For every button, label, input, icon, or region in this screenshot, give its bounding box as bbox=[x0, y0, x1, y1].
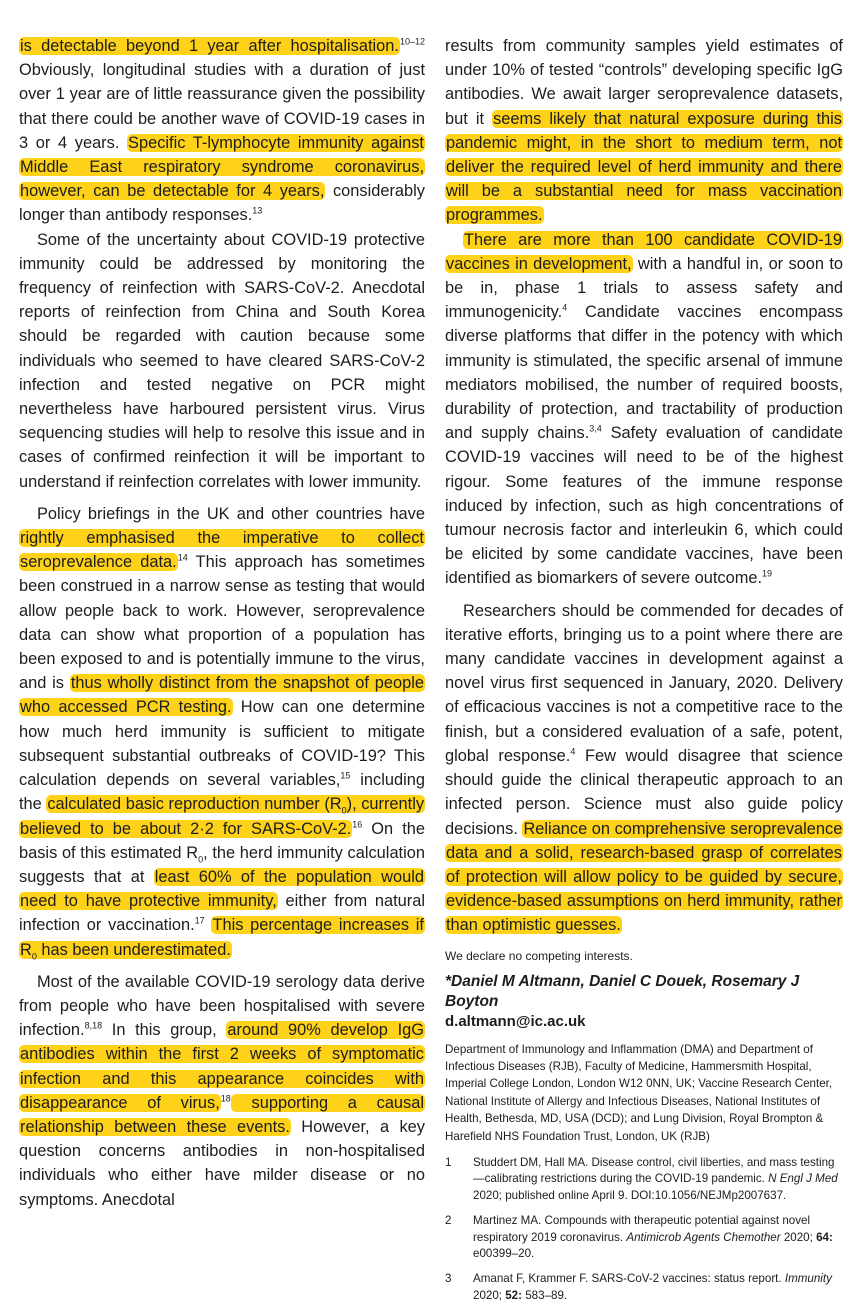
citation: 3,4 bbox=[589, 423, 602, 434]
citation: 14 bbox=[177, 552, 188, 563]
text: Researchers should be commended for decades of iterative efforts, bringing us to a point where there are many candidate vaccines in development against a novel virus first sequenced in January, 2020. Delivery of efficacious vaccines is not a competitive race to the finish, but a considered evaluation of a safe, potent, global response. bbox=[445, 601, 843, 765]
reference-text: e00399–20. bbox=[473, 1246, 535, 1260]
citation: 17 bbox=[194, 915, 205, 926]
text: , the herd immunity calculation suggests that at bbox=[19, 843, 425, 886]
text: How can one determine how much herd immunity is sufficient to mitigate subsequent substantial outbreaks of COVID-19? This calculation depends on several variables, bbox=[19, 698, 425, 790]
right-column bbox=[445, 34, 843, 1313]
paragraph-5 bbox=[445, 34, 843, 228]
text: with a handful in, or soon to be in, phase 1 trials to assess safety and immunogenicity. bbox=[445, 254, 844, 322]
author-list: *Daniel M Altmann, Daniel C Douek, Rosemary J Boyton bbox=[445, 972, 800, 1010]
volume: 52: bbox=[505, 1288, 522, 1302]
journal-name: Immunity bbox=[784, 1272, 832, 1286]
reference-item bbox=[445, 1213, 843, 1262]
highlight: rightly emphasised the imperative to collect seroprevalence data. bbox=[20, 529, 424, 572]
left-column bbox=[19, 34, 425, 1212]
journal-name: N Engl J Med bbox=[768, 1172, 838, 1186]
highlight-text: This percentage increases if R bbox=[20, 916, 424, 959]
highlight-text: has been underestimated. bbox=[36, 940, 231, 959]
reference-text: Martinez MA. Compounds with therapeutic potential against novel respiratory 2019 coronavirus. bbox=[473, 1214, 811, 1244]
journal-name: Antimicrob Agents Chemother bbox=[626, 1230, 781, 1244]
highlight: supporting a causal relationship between these events. bbox=[20, 1093, 424, 1136]
paragraph-6 bbox=[445, 228, 843, 591]
text: Candidate vaccines encompass diverse platforms that differ in the potency with which immunity is stimulated, the specific arsenal of immune mediators mobilised, the number of required boosts, durability of protection, and tractability of production and supply chains. bbox=[445, 303, 843, 443]
text: considerably longer than antibody responses. bbox=[19, 182, 425, 225]
highlight: thus wholly distinct from the snapshot of people who accessed PCR testing. bbox=[20, 674, 424, 717]
paragraph-3 bbox=[19, 502, 425, 962]
text: However, a key question concerns antibodies in non-hospitalised individuals who either have milder disease or no symptoms. Anecdotal bbox=[19, 1117, 425, 1209]
citation: 19 bbox=[762, 569, 773, 579]
paragraph-4 bbox=[19, 970, 425, 1212]
highlight: around 90% develop IgG antibodies within the first 2 weeks of symptomatic infection and this appearance coincides with disappearance of virus, bbox=[20, 1021, 424, 1112]
citation: 13 bbox=[252, 205, 263, 216]
reference-item bbox=[445, 1271, 843, 1304]
reference-item bbox=[445, 1155, 843, 1204]
highlight: Reliance on comprehensive seroprevalence data and a solid, research-based grasp of correlates of protection will allow policy to be guided by secure, evidence-based assumptions on herd immunity, rather than optimistic guesses. bbox=[446, 819, 843, 935]
citation: 4 bbox=[562, 302, 568, 313]
reference-text: 2020; published online April 9. DOI:10.1056/NEJMp2007637. bbox=[473, 1188, 787, 1202]
text: including the bbox=[19, 771, 425, 814]
text: Most of the available COVID-19 serology data derive from people who have been hospitalised with severe infection. bbox=[19, 972, 425, 1040]
reference-text: 2020; bbox=[473, 1288, 506, 1302]
text: Few would disagree that science should guide the clinical therapeutic approach to an infected person. Science must also guide policy decisions. bbox=[445, 746, 843, 838]
paragraph-7 bbox=[445, 599, 843, 938]
reference-number: 2 bbox=[445, 1214, 452, 1228]
citation: 18 bbox=[220, 1093, 231, 1104]
citation: 16 bbox=[352, 819, 363, 830]
paragraph-2: Some of the uncertainty about COVID-19 protective immunity could be addressed by monitoring the frequency of reinfection with SARS-CoV-2. Anecdotal reports of reinfection from China and South Korea should be regarded with caution because some individuals who seemed to have cleared SARS-CoV-2 infection and tested negative on PCR might nevertheless have harboured persistent virus. Virus sequencing studies will help to resolve this issue and in cases of confirmed reinfection it will be important to understand if reinfection correlates with lower immunity. bbox=[19, 230, 425, 491]
citation: 10–12 bbox=[399, 36, 425, 47]
highlight-text: ), currently believed to be about 2·2 for SARS-CoV-2. bbox=[20, 795, 425, 838]
reference-text: Amanat F, Krammer F. SARS-CoV-2 vaccines: status report. bbox=[473, 1272, 785, 1286]
citation: 8,18 bbox=[84, 1020, 103, 1031]
subscript: 0 bbox=[31, 950, 37, 961]
citation: 4 bbox=[570, 746, 576, 757]
highlight: Specific T-lymphocyte immunity against Middle East respiratory syndrome coronavirus, however, can be detectable for 4 years, bbox=[20, 133, 424, 201]
subscript: 0 bbox=[198, 853, 204, 864]
reference-text: 2020; bbox=[780, 1230, 817, 1244]
highlight-text: calculated basic reproduction number (R bbox=[47, 795, 342, 814]
reference-text: 583–89. bbox=[522, 1288, 568, 1302]
competing-interests: We declare no competing interests. bbox=[445, 948, 633, 963]
text: On the basis of this estimated R bbox=[19, 819, 425, 862]
affiliations: Department of Immunology and Inflammation (DMA) and Department of Infectious Diseases (RJB), Faculty of Medicine, Hammersmith Hospital, Imperial College London, London W12 0NN, UK; Vaccine Research Center, National Institute of Allergy and Infectious Diseases, National Institutes of Health, Bethesda, MD, USA (DCD); and Lung Division, Royal Brompton & Harefield NHS Foundation Trust, London, UK (RJB) bbox=[445, 1042, 833, 1143]
reference-number: 1 bbox=[445, 1155, 452, 1169]
volume: 64: bbox=[816, 1230, 833, 1244]
reference-number: 3 bbox=[445, 1272, 452, 1286]
text: Obviously, longitudinal studies with a duration of just over 1 year are of little reassurance given the possibility that there could be another wave of COVID-19 cases in 3 or 4 years. bbox=[19, 61, 425, 152]
reference-list bbox=[445, 1155, 843, 1304]
highlight: least 60% of the population would need to have protective immunity, bbox=[20, 867, 424, 911]
highlight: is detectable beyond 1 year after hospitalisation. bbox=[20, 37, 399, 55]
highlight: seems likely that natural exposure during this pandemic might, in the short to medium term, not deliver the required level of herd immunity and there will be a substantial need for mass vaccination programmes. bbox=[446, 109, 843, 225]
subscript: 0 bbox=[341, 805, 347, 816]
text: Safety evaluation of candidate COVID-19 vaccines will need to be of the highest rigour. Some features of the immune response induced by infection, such as high concentrations of tumour necrosis factor and interleukin 6, which could be elicited by some candidate vaccines, have been identified as biomarkers of severe outcome. bbox=[445, 424, 843, 588]
text: In this group, bbox=[102, 1021, 227, 1040]
paragraph-1 bbox=[19, 34, 425, 228]
highlight: There are more than 100 candidate COVID-19 vaccines in development, bbox=[446, 230, 842, 273]
text: either from natural infection or vaccination. bbox=[19, 892, 426, 935]
text: Policy briefings in the UK and other countries have bbox=[37, 504, 425, 523]
citation: 15 bbox=[340, 770, 351, 781]
text: This approach has sometimes been construed in a narrow sense as testing that would allow people back to work. However, seroprevalence data can show what proportion of a population has been exposed to and is potentially immune to the virus, and is bbox=[19, 553, 426, 693]
text: results from community samples yield estimates of under 10% of tested “controls” developing specific IgG antibodies. We await larger seroprevalence datasets, but it bbox=[445, 37, 843, 128]
reference-text: Studdert DM, Hall MA. Disease control, civil liberties, and mass testing—calibrating restrictions during the COVID-19 pandemic. bbox=[473, 1155, 835, 1186]
author-email: d.altmann@ic.ac.uk bbox=[445, 1012, 586, 1030]
